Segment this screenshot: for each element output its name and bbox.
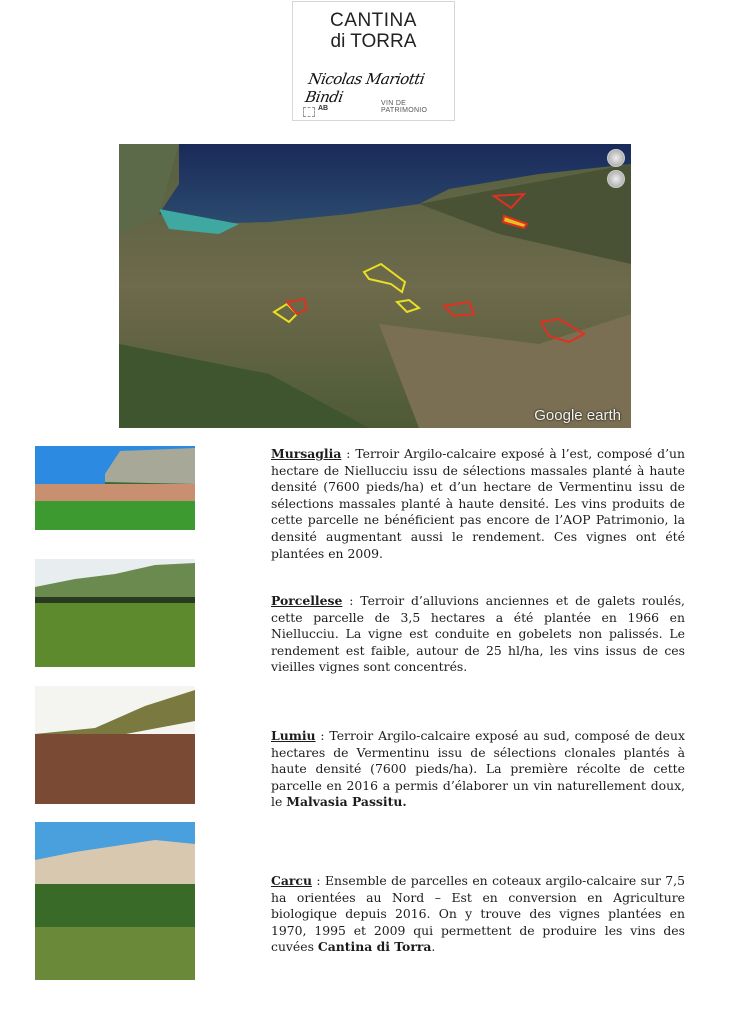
young-vines-photo	[35, 686, 195, 804]
parcel-photo-lumiu	[35, 686, 195, 804]
parcel-text: Ensemble de parcelles en coteaux argilo-calcaire sur 7,5 ha orientées au Nord – Est en conversion en Agriculture biologique depuis 2016. On y trouve des vignes plantées en 1970, 1995 et 2009 qui permettent de produire les vins des cuvées	[271, 873, 685, 955]
cuvee-name: Cantina di Torra	[317, 939, 432, 955]
vineyard-cliff-photo	[35, 446, 195, 530]
parcel-text: Terroir Argilo-calcaire exposé au sud, composé de deux hectares de Vermentinu issu de sélections clonales plantés à haute densité (7600 pieds/ha). La première récolte de cette parcelle en 2016 a permis d’élaborer un vin naturellement doux, le	[271, 728, 685, 810]
logo-signature: Nicolas Mariotti Bindi	[303, 70, 426, 106]
parcel-name: Mursaglia	[271, 446, 342, 461]
logo-line-2: di TORRA	[330, 31, 417, 52]
parcel-photo-mursaglia	[35, 446, 195, 530]
parcel-photo-carcu	[35, 822, 195, 980]
parcel-photo-porcellese	[35, 559, 195, 667]
aerial-map-image	[119, 144, 631, 428]
period: .	[431, 939, 436, 955]
map-pan-icon	[607, 170, 625, 188]
parcel-name: Porcellese	[271, 593, 343, 608]
map-compass-icon	[607, 149, 625, 167]
separator: :	[341, 446, 356, 461]
eu-organic-leaf-icon	[303, 107, 315, 117]
parcel-description-carcu	[271, 873, 685, 956]
aerial-map-graphic	[119, 144, 631, 428]
parcel-name: Lumiu	[271, 728, 316, 743]
winery-logo	[292, 1, 455, 121]
separator: :	[315, 728, 330, 743]
ab-organic-badge: AB	[318, 105, 329, 112]
wine-name: Malvasia Passitu.	[286, 794, 407, 810]
logo-subtitle: VIN DE PATRIMONIO	[381, 100, 428, 114]
logo-line-1: CANTINA	[330, 10, 417, 31]
hillside-vineyard-photo	[35, 822, 195, 980]
parcel-description-porcellese	[271, 593, 685, 676]
parcel-description-mursaglia	[271, 446, 685, 562]
parcel-text: Terroir d’alluvions anciennes et de galets roulés, cette parcelle de 3,5 hectares a été plantée en 1966 en Niellucciu. La vigne est conduite en gobelets non palissés. Le rendement est faible, autour de 25 hl/ha, les vins issus de ces vieilles vignes sont concentrés.	[271, 593, 685, 675]
parcel-name: Carcu	[271, 873, 312, 888]
parcel-description-lumiu	[271, 728, 685, 811]
parcel-text: Terroir Argilo-calcaire exposé à l’est, composé d’un hectare de Niellucciu issu de sélections massales planté à haute densité (7600 pieds/ha) et d’un hectare de Vermentinu issu de sélections massales planté à haute densité. Les vins produits de cette parcelle ne bénéficient pas encore de l’AOP Patrimonio, la densité augmentant aussi le rendement. Ces vignes ont été plantées en 2009.	[271, 446, 685, 561]
separator: :	[342, 593, 361, 608]
old-vines-rows-photo	[35, 559, 195, 667]
separator: :	[311, 873, 325, 888]
google-earth-watermark: Google earth	[534, 407, 621, 424]
